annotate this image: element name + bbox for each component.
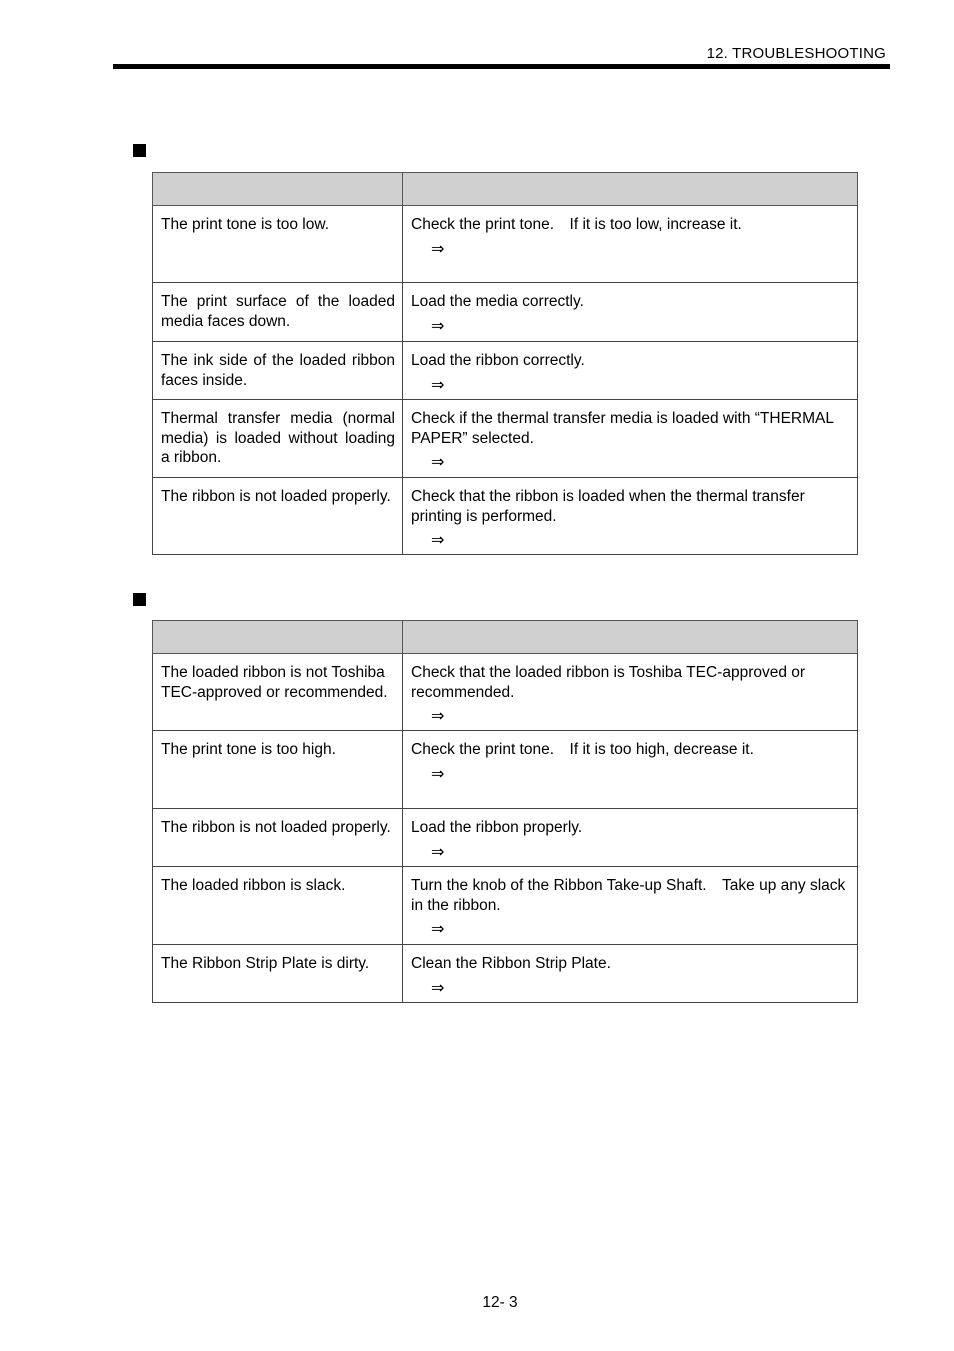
table-header-cell (403, 173, 858, 206)
solution-cell (403, 342, 858, 400)
header-rule (113, 64, 890, 69)
cause-cell: The ink side of the loaded ribbon faces inside. (153, 342, 403, 400)
table-header-row (153, 621, 858, 654)
arrow-icon: ⇒ (431, 919, 445, 938)
table-header-row (153, 173, 858, 206)
cause-cell: The loaded ribbon is not Toshiba TEC-approved or recommended. (153, 654, 403, 731)
troubleshooting-table-2 (152, 620, 858, 1003)
table-row (153, 283, 858, 342)
arrow-icon: ⇒ (431, 374, 445, 394)
section-bullet-icon (133, 144, 146, 157)
solution-text: Check if the thermal transfer media is loaded with “THERMAL PAPER” selected. (411, 410, 834, 447)
table-row (153, 478, 858, 555)
cause-cell: Thermal transfer media (normal media) is loaded without loading a ribbon. (153, 400, 403, 478)
page-number: 12- 3 (482, 1294, 518, 1311)
solution-cell (403, 867, 858, 945)
solution-cell (403, 809, 858, 867)
arrow-icon: ⇒ (431, 315, 445, 335)
solution-cell (403, 654, 858, 731)
solution-text: Check that the loaded ribbon is Toshiba TEC-approved or recommended. (411, 664, 806, 701)
cause-cell: The ribbon is not loaded properly. (153, 809, 403, 867)
table-row (153, 809, 858, 867)
table-row (153, 400, 858, 478)
table-header-cell (403, 621, 858, 654)
solution-cell (403, 400, 858, 478)
cause-cell: The loaded ribbon is slack. (153, 867, 403, 945)
arrow-icon: ⇒ (431, 841, 445, 861)
solution-text: Turn the knob of the Ribbon Take-up Shaft. Take up any slack in the ribbon. (411, 877, 846, 914)
solution-text: Load the ribbon correctly. (411, 352, 585, 369)
section-bullet-icon (133, 593, 146, 606)
solution-text: Check that the ribbon is loaded when the thermal transfer printing is performed. (411, 488, 805, 525)
solution-text: Load the media correctly. (411, 293, 584, 310)
table-header-cell (153, 621, 403, 654)
solution-cell (403, 283, 858, 342)
table-row (153, 731, 858, 809)
solution-cell (403, 206, 858, 283)
arrow-icon: ⇒ (431, 238, 445, 258)
table-row (153, 206, 858, 283)
solution-text: Check the print tone. If it is too low, increase it. (411, 216, 742, 233)
arrow-icon: ⇒ (431, 530, 445, 549)
table-row (153, 342, 858, 400)
solution-text: Clean the Ribbon Strip Plate. (411, 955, 611, 972)
arrow-icon: ⇒ (431, 452, 445, 471)
table-header-cell (153, 173, 403, 206)
solution-text: Load the ribbon properly. (411, 819, 583, 836)
cause-cell: The Ribbon Strip Plate is dirty. (153, 945, 403, 1003)
cause-cell: The print tone is too high. (153, 731, 403, 809)
table-row (153, 654, 858, 731)
solution-cell (403, 731, 858, 809)
page-header-title: 12. TROUBLESHOOTING (706, 45, 886, 62)
arrow-icon: ⇒ (431, 977, 445, 997)
cause-cell: The print tone is too low. (153, 206, 403, 283)
cause-cell: The print surface of the loaded media faces down. (153, 283, 403, 342)
solution-text: Check the print tone. If it is too high, decrease it. (411, 741, 754, 758)
table-row (153, 867, 858, 945)
solution-cell (403, 478, 858, 555)
table-row (153, 945, 858, 1003)
troubleshooting-table-1 (152, 172, 858, 555)
arrow-icon: ⇒ (431, 763, 445, 783)
solution-cell (403, 945, 858, 1003)
arrow-icon: ⇒ (431, 706, 445, 725)
cause-cell: The ribbon is not loaded properly. (153, 478, 403, 555)
